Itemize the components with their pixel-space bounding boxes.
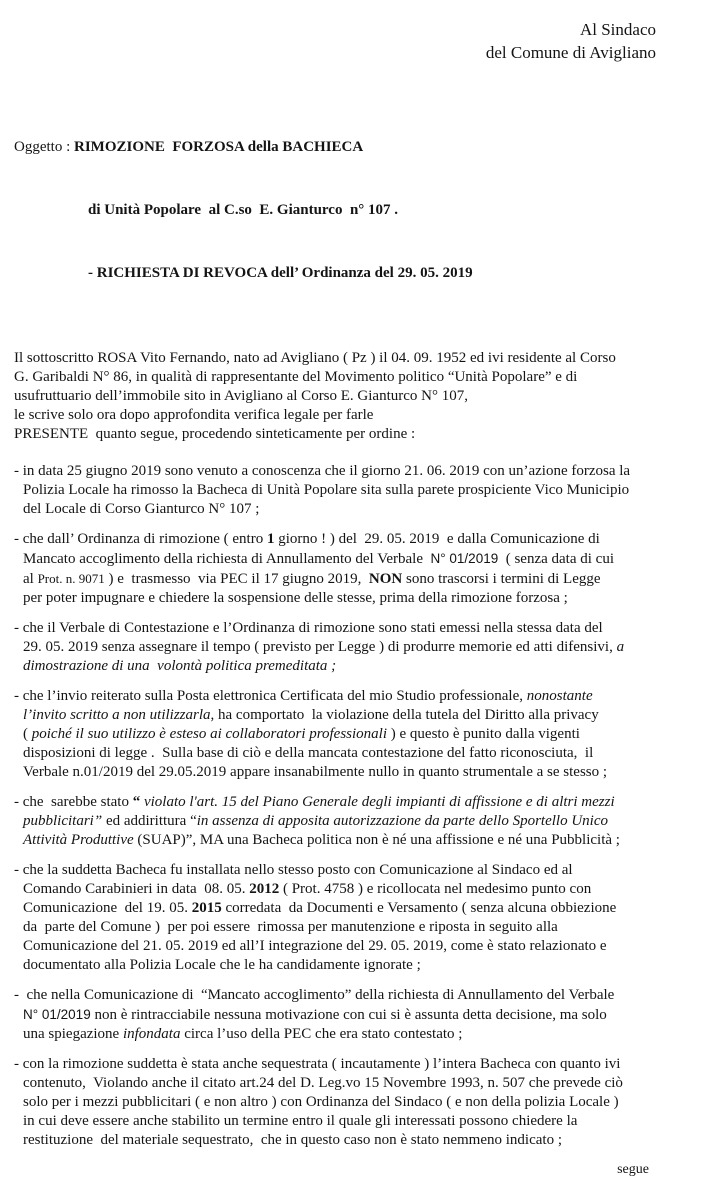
text-run: - che nella Comunicazione di “Mancato accoglimento” della richiesta di Annullamento del Verbale (14, 987, 615, 1003)
text-run: nonostante (526, 688, 593, 704)
text-run: corredata da Documenti e Versamento ( senza alcuna obbiezione (221, 900, 617, 916)
text-run: da parte del Comune ) per poi essere rimossa per manutenzione e riposta in seguito alla (23, 919, 558, 935)
text-run: 29. 05. 2019 senza assegnare il tempo ( previsto per Legge ) di produrre memorie ed atti difensivi, (23, 639, 617, 655)
text-run: , ha comportato la violazione della tutela del Diritto alla privacy (210, 707, 599, 723)
text-run: al (23, 571, 38, 587)
text-run: (SUAP)”, MA una Bacheca politica non è né una affissione e né una Pubblicità ; (133, 832, 620, 848)
intro-paragraph (14, 349, 695, 444)
text-run: - in data 25 giugno 2019 sono venuto a conoscenza che il giorno 21. 06. 2019 con un’azione forzosa la (14, 463, 631, 479)
subject-line: di Unità Popolare al C.so E. Gianturco n° 107 . (88, 202, 399, 218)
text-run: ( Prot. 4758 ) e ricollocata nel medesimo punto con (279, 881, 592, 897)
subject-block (14, 95, 695, 326)
list-item (14, 1055, 695, 1150)
text-run: infondata (122, 1026, 181, 1042)
text-run: Comando Carabinieri in data 08. 05. (23, 881, 250, 897)
list-item (14, 861, 695, 975)
text-run: Comunicazione del 21. 05. 2019 ed all’I integrazione del 29. 05. 2019, come è stato relazionato e (23, 938, 607, 954)
text-run: del Locale di Corso Gianturco N° 107 ; (23, 501, 260, 517)
text-run: - che l’invio reiterato sulla Posta elettronica Certificata del mio Studio professionale, (14, 688, 527, 704)
list-item (14, 462, 695, 519)
text-run: - che dall’ Ordinanza di rimozione ( entro (14, 531, 267, 547)
list-item (14, 986, 695, 1044)
text-run: l’invito scritto a non utilizzarla (23, 707, 211, 723)
list-item (14, 687, 695, 782)
list-item (14, 619, 695, 676)
text-run: - con la rimozione suddetta è stata anche sequestrata ( incautamente ) l’intera Bacheca con quanto ivi (14, 1056, 621, 1072)
text-run: circa l’uso della PEC che era stato contestato ; (180, 1026, 463, 1042)
recipient-line: del Comune di Avigliano (485, 43, 656, 62)
list-item (14, 530, 695, 608)
text-run: 2012 (249, 881, 280, 897)
text-run: G. Garibaldi N° 86, in qualità di rappresentante del Movimento politico “Unità Popolare” e di (14, 369, 578, 385)
text-run: Attività Produttive (23, 832, 134, 848)
text-run: ) e questo è punito dalla vigenti (387, 726, 580, 742)
text-run: pubblicitari” (23, 813, 103, 829)
text-run: Prot. n. 9071 (37, 571, 105, 586)
text-run: Comunicazione del 19. 05. (23, 900, 192, 916)
text-run: “ (132, 794, 144, 810)
text-run: ( (23, 726, 32, 742)
subject-line (14, 137, 695, 158)
subject-line: - RICHIESTA DI REVOCA dell’ Ordinanza del 29. 05. 2019 (88, 265, 473, 281)
subject-title: RIMOZIONE FORZOSA della BACHIECA (74, 139, 364, 155)
text-run: 2015 (191, 900, 222, 916)
text-run: Il sottoscritto ROSA Vito Fernando, nato ad Avigliano ( Pz ) il 04. 09. 1952 ed ivi residente al Corso (14, 350, 616, 366)
text-run: violato l'art. 15 del Piano Generale degli impianti di affissione e di altri mezzi (143, 794, 615, 810)
text-run: contenuto, Violando anche il citato art.24 del D. Leg.vo 15 Novembre 1993, n. 507 che prevede ciò (23, 1075, 623, 1091)
recipient-line: Al Sindaco (579, 20, 656, 39)
text-run: NON (368, 571, 403, 587)
text-run: giorno ! ) del 29. 05. 2019 e dalla Comunicazione di (274, 531, 600, 547)
text-run: disposizioni di legge . Sulla base di ciò e della mancata contestazione del fatto riconosciuta, il (23, 745, 594, 761)
text-run: Verbale n.01/2019 del 29.05.2019 appare insanabilmente nullo in quanto strumentale a se stesso ; (23, 764, 608, 780)
text-run: - che sarebbe stato (14, 794, 133, 810)
text-run: documentato alla Polizia Locale che le ha candidamente ignorate ; (23, 957, 421, 973)
text-run: PRESENTE quanto segue, procedendo sinteticamente per ordine : (14, 426, 416, 442)
list-item (14, 793, 695, 850)
text-run: usufruttuario dell’immobile sito in Avigliano al Corso E. Gianturco N° 107, (14, 388, 468, 404)
text-run: le scrive solo ora dopo approfondita verifica legale per farle (14, 407, 374, 423)
text-run: a (616, 639, 625, 655)
text-run: N° 01/2019 (23, 1007, 91, 1022)
text-run: restituzione del materiale sequestrato, che in questo caso non è stato nemmeno indicato ; (23, 1132, 562, 1148)
text-run: in cui deve essere anche stabilito un termine entro il quale gli interessati possono chiedere la (23, 1113, 578, 1129)
text-run: poiché il suo utilizzo è esteso ai collaboratori professionali (31, 726, 388, 742)
text-run: non è rintracciabile nessuna motivazione con cui si è assunta detta decisione, ma solo (90, 1007, 607, 1023)
continuation-note: segue (617, 1162, 649, 1177)
text-run: 1 (266, 531, 275, 547)
text-run: per poter impugnare e chiedere la sospensione delle stesse, prima della rimozione forzosa ; (23, 590, 568, 606)
text-run: - che la suddetta Bacheca fu installata nello stesso posto con Comunicazione al Sindaco ed al (14, 862, 573, 878)
text-run: ed addirittura “ (102, 813, 197, 829)
recipient-block (14, 18, 656, 64)
text-run: solo per i mezzi pubblicitari ( e non altro ) con Ordinanza del Sindaco ( e non della polizia Locale ) (23, 1094, 619, 1110)
text-run: Mancato accoglimento della richiesta di Annullamento del Verbale (23, 551, 431, 567)
text-run: una spiegazione (23, 1026, 123, 1042)
text-run: Polizia Locale ha rimosso la Bacheca di Unità Popolare sita sulla parete prospiciente Vico Municipio (23, 482, 630, 498)
text-run: - che il Verbale di Contestazione e l’Ordinanza di rimozione sono stati emessi nella stessa data del (14, 620, 603, 636)
text-run: dimostrazione di una volontà politica premeditata ; (23, 658, 337, 674)
text-run: sono trascorsi i termini di Legge (402, 571, 601, 587)
subject-label: Oggetto : (14, 139, 74, 155)
text-run: N° 01/2019 (430, 551, 499, 566)
text-run: ( senza data di cui (498, 551, 614, 567)
text-run: ) e trasmesso via PEC il 17 giugno 2019, (104, 571, 369, 587)
text-run: in assenza di apposita autorizzazione da parte dello Sportello Unico (196, 813, 608, 829)
